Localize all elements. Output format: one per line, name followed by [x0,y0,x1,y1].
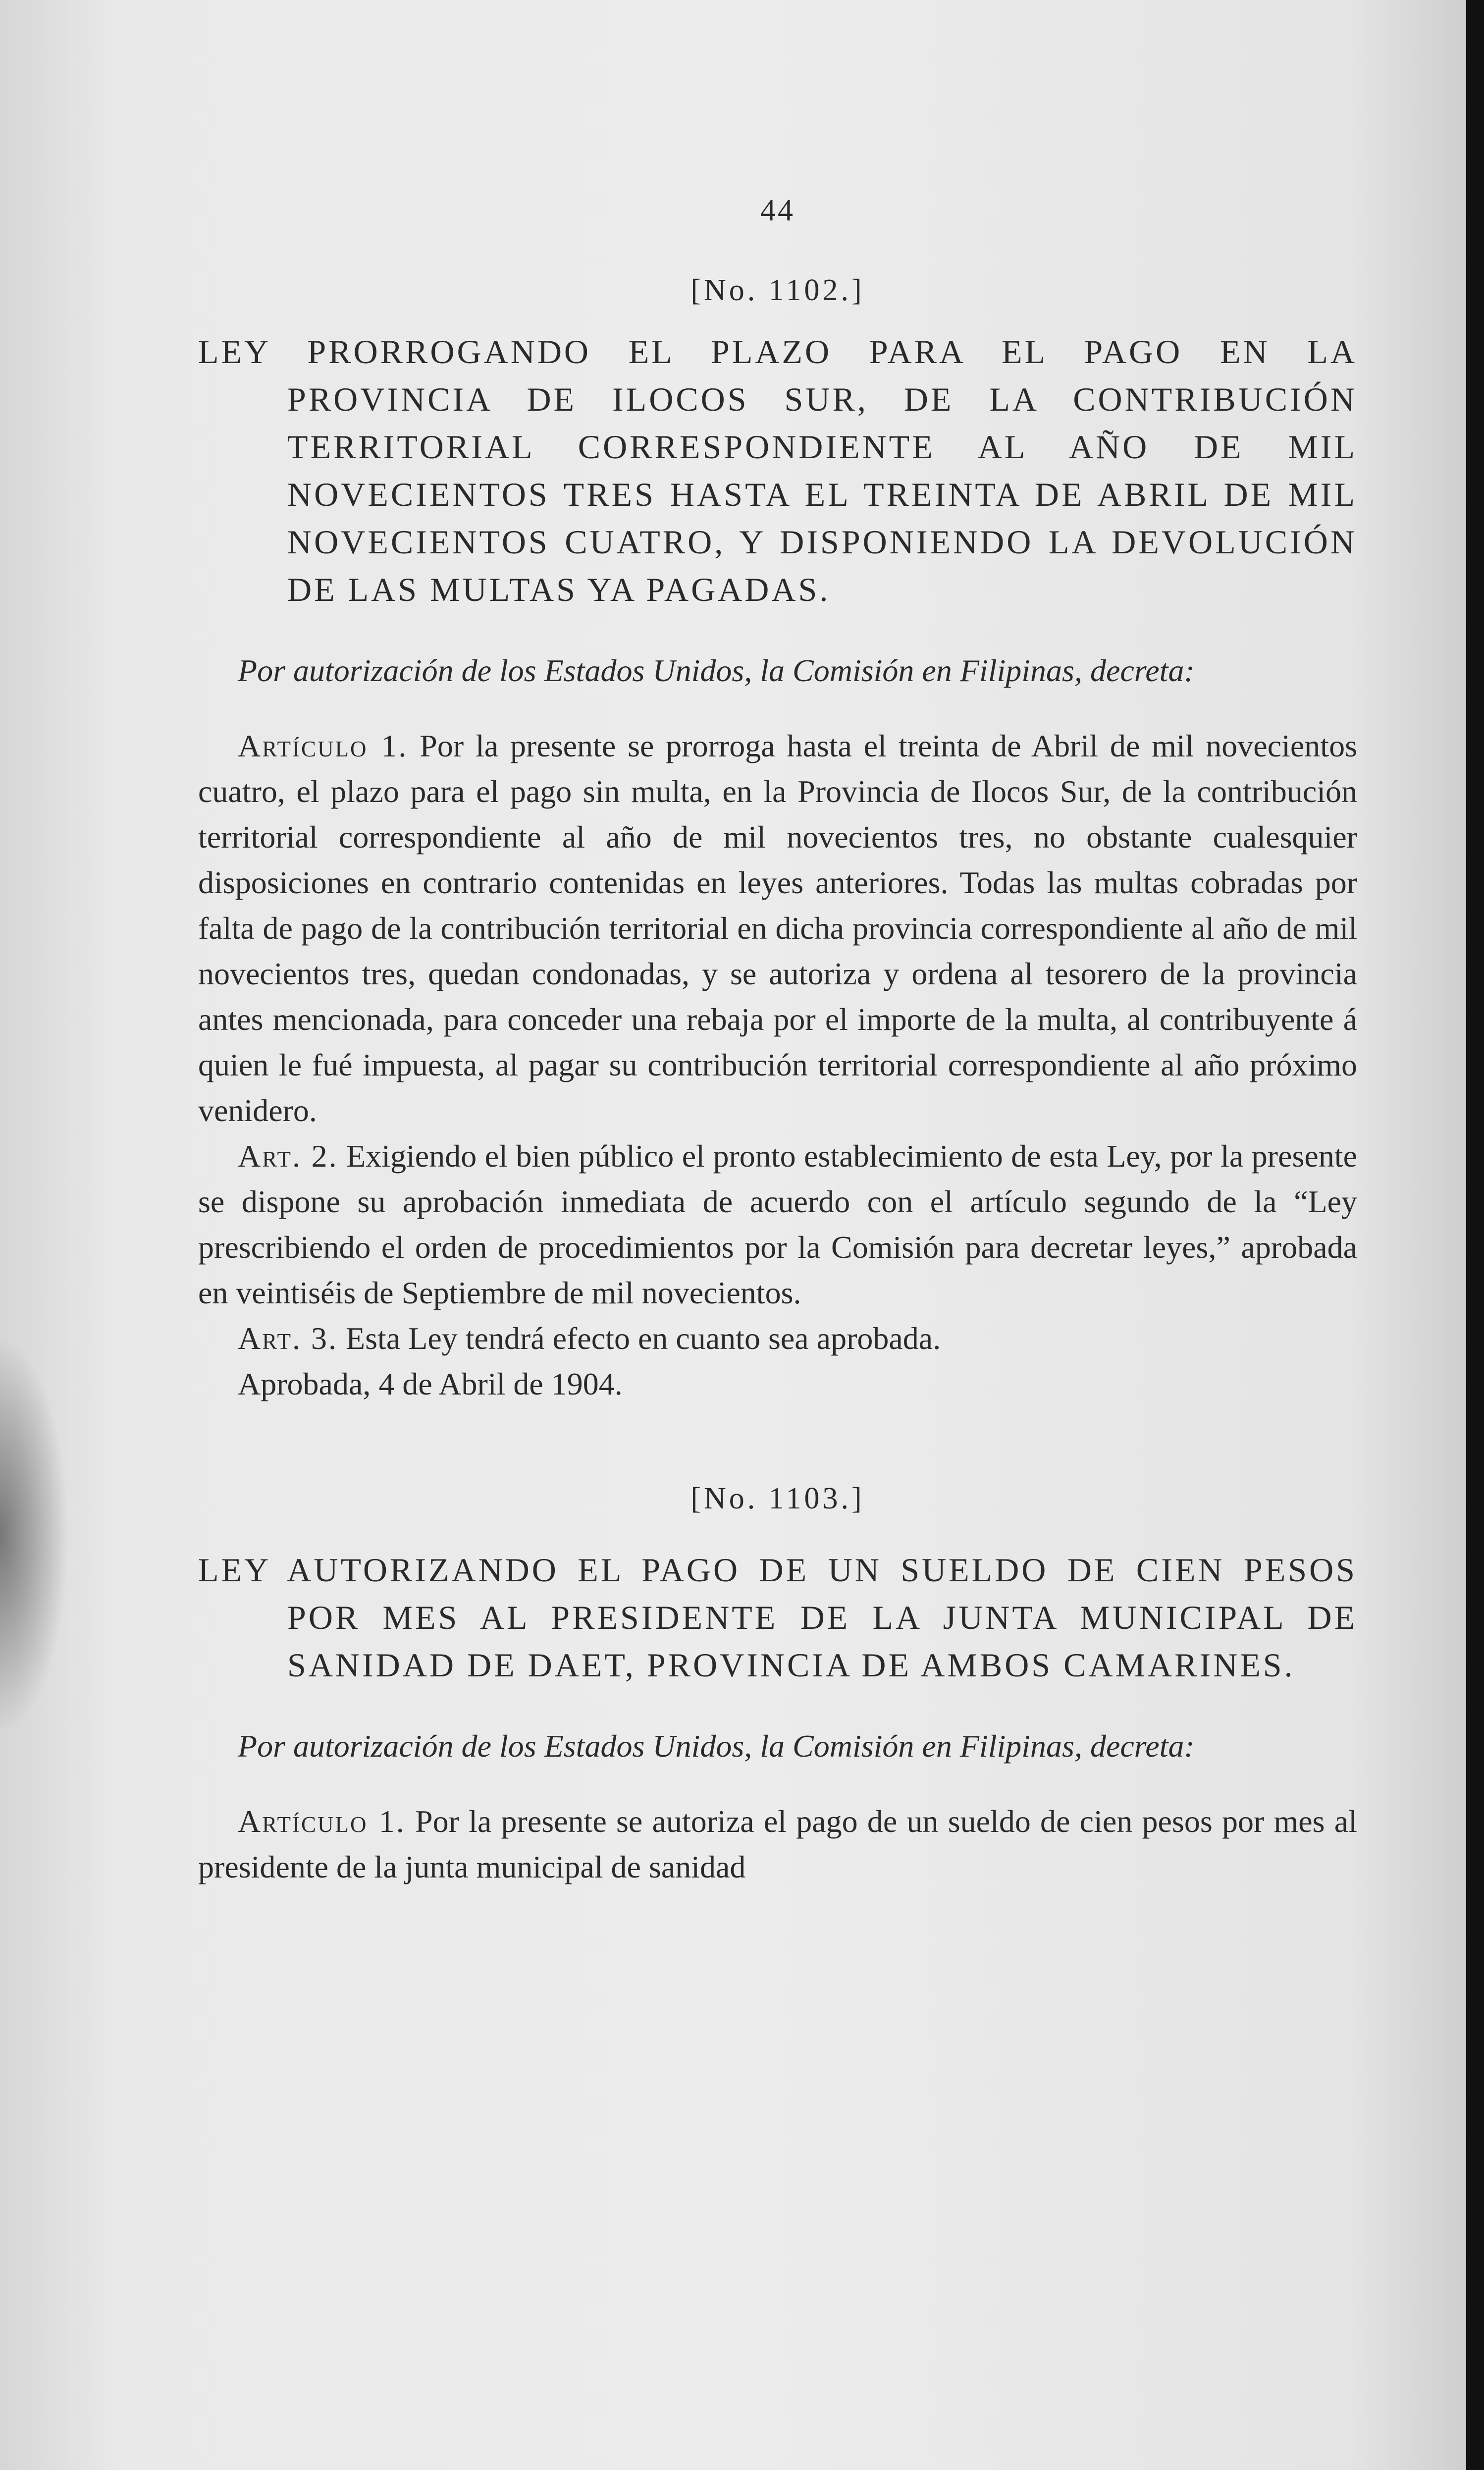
article-1 [198,723,1357,1133]
law-title: LEY PRORROGANDO EL PLAZO PARA EL PAGO EN LA PROVINCIA DE ILOCOS SUR, DE LA CONTRIBUCIÓN TERRITORIAL CORRESPONDIENTE AL AÑO DE MIL NOVECIENTOS TRES HASTA EL TREINTA DE ABRIL DE MIL NOVECIENTOS CUATRO, Y DISPONIENDO LA DEVOLUCIÓN DE LAS MULTAS YA PAGADAS. [198,333,1357,608]
page-edge-shadow [0,1338,69,1734]
article-label: Art. 3. [238,1321,338,1356]
law-preamble: Por autorización de los Estados Unidos, la Comisión en Filipinas, decreta: [238,1728,1195,1764]
article-3 [198,1316,1357,1361]
page-number: 44 [760,194,795,227]
law-1102 [198,273,1357,1407]
page-content [198,193,1357,1890]
article-label: Artículo 1. [238,728,408,763]
article-text: Por la presente se autoriza el pago de un sueldo de cien pesos por mes al presidente de la junta municipal de sanidad [198,1804,1357,1884]
law-1103 [198,1481,1357,1890]
article-text: Esta Ley tendrá efecto en cuanto sea aprobada. [346,1321,941,1356]
article-2 [198,1133,1357,1316]
law-number: [No. 1102.] [690,273,865,307]
article-text: Exigiendo el bien público el pronto establecimiento de esta Ley, por la presente se dispone su aprobación inmediata de acuerdo con el artículo segundo de la “Ley prescribiendo el orden de procedimientos por la Comisión para decretar leyes,” aprobada en veintiséis de Septiembre de mil novecientos. [198,1138,1358,1310]
book-binding-edge [1466,0,1484,2470]
article-label: Artículo 1. [238,1804,406,1839]
law-title: LEY AUTORIZANDO EL PAGO DE UN SUELDO DE CIEN PESOS POR MES AL PRESIDENTE DE LA JUNTA MUNICIPAL DE SANIDAD DE DAET, PROVINCIA DE AMBOS CAMARINES. [198,1551,1357,1684]
law-number: [No. 1103.] [690,1482,865,1515]
law-preamble: Por autorización de los Estados Unidos, la Comisión en Filipinas, decreta: [238,653,1195,688]
article-label: Art. 2. [238,1138,338,1174]
article-1 [198,1799,1357,1890]
article-text: Por la presente se prorroga hasta el treinta de Abril de mil novecientos cuatro, el plazo para el pago sin multa, en la Provincia de Ilocos Sur, de la contribución territorial correspondiente al año de mil novecientos tres, no obstante cualesquier disposiciones en contrario contenidas en leyes anteriores. Todas las multas cobradas por falta de pago de la contribución territorial en dicha provincia correspondiente al año de mil novecientos tres, quedan condonadas, y se autoriza y ordena al tesorero de la provincia antes mencionada, para conceder una rebaja por el importe de la multa, al contribuyente á quien le fué impuesta, al pagar su contribución territorial correspondiente al año próximo venidero. [198,728,1357,1128]
approval-date: Aprobada, 4 de Abril de 1904. [238,1366,623,1401]
